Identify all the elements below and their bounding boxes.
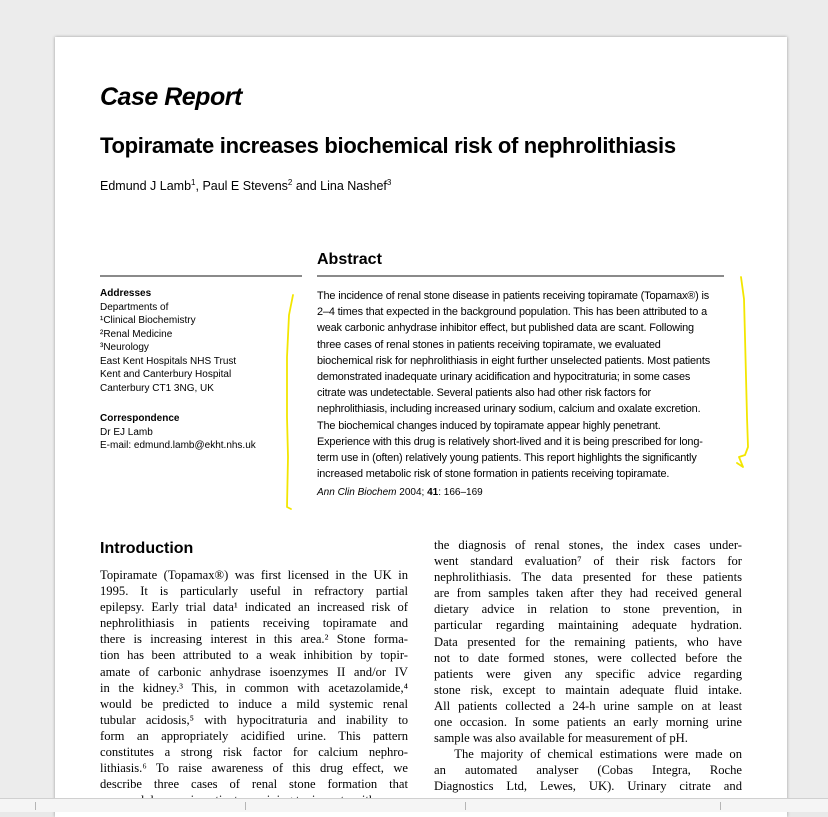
address-line: ³Neurology	[100, 342, 149, 353]
body-line: sample was also available for measurement of pH.	[434, 731, 688, 746]
abstract-line: 2–4 times that expected in the background population. This has been attributed to a	[317, 306, 707, 319]
body-line: the diagnosis of renal stones, the index cases under-	[434, 538, 742, 552]
body-line: tion has been attributed to a weak inhibition by topir-	[100, 648, 408, 663]
abstract-line: three cases of renal stones in patients receiving topiramate, we evaluated	[317, 338, 661, 351]
body-line: are from samples taken after they had received general	[434, 586, 742, 601]
body-line: nephrolithiasis in patients receiving topiramate and	[100, 616, 408, 631]
correspondence-name: Dr EJ Lamb	[100, 426, 153, 438]
bracket-left	[287, 295, 293, 509]
correspondence-heading: Correspondence	[100, 413, 180, 424]
divider	[720, 802, 721, 810]
highlight-annotation[interactable]	[55, 37, 787, 817]
address-line: ¹Clinical Biochemistry	[100, 315, 196, 326]
author-affiliation: 2	[287, 178, 293, 187]
body-line: The majority of chemical estimations were made on	[434, 747, 742, 762]
body-line: form an appropriately acidified urine. This pattern	[100, 728, 408, 743]
body-line: patients were given any specific advice regarding	[434, 666, 742, 681]
body-line: describe three cases of renal stone formation that	[100, 777, 408, 792]
abstract-line: Experience with this drug is relatively short-lived and it is being prescribed for long-	[317, 435, 703, 448]
body-line: lithiasis.⁶ To raise awareness of this drug effect, we	[100, 761, 408, 776]
bracket-right	[737, 277, 748, 467]
address-line: Kent and Canterbury Hospital	[100, 369, 232, 380]
body-line: amate of carbonic anhydrase isoenzymes II and/or IV	[100, 664, 408, 679]
abstract-line: The incidence of renal stone disease in patients receiving topiramate (Topamax®) is	[317, 290, 710, 302]
status-bar	[0, 798, 828, 812]
body-line: in the kidney.³ This, in common with acetazolamide,⁴	[100, 680, 408, 695]
divider	[465, 802, 466, 810]
body-line: tubular acidosis,⁵ with hypocitraturia and inability to	[100, 712, 408, 727]
author-separator: ,	[195, 179, 203, 194]
author: Edmund J Lamb	[100, 179, 192, 194]
address-line: Canterbury CT1 3NG, UK	[100, 382, 214, 394]
body-line: dietary advice in relation to stone prevention, in	[434, 602, 742, 617]
body-line: Topiramate (Topamax®) was first licensed in the UK in	[100, 568, 408, 582]
body-line: Data presented for the remaining patients, who have	[434, 634, 742, 649]
body-line: All patients collected a 24-h urine sample on at least	[434, 698, 742, 713]
body-line: not to date formed stones, were collected before the	[434, 650, 742, 665]
divider	[245, 802, 246, 810]
author-affiliation: 1	[191, 178, 196, 187]
body-line: 1995. It is particularly useful in refractory partial	[100, 584, 408, 599]
body-line: an automated analyser (Cobas Integra, Roche	[434, 763, 742, 778]
address-line: ²Renal Medicine	[100, 328, 173, 340]
abstract-heading: Abstract	[317, 251, 382, 268]
divider	[35, 802, 36, 810]
body-line: nephrolithiasis. The data presented for these patients	[434, 570, 742, 585]
abstract-line: biochemical risk for nephrolithiasis in eight further unselected patients. Most patients	[317, 354, 710, 367]
author-affiliation: 3	[386, 178, 392, 187]
article-type: Case Report	[100, 83, 242, 111]
author: Lina Nashef	[320, 179, 387, 194]
abstract-line: term use in (often) relatively young patients. This report highlights the significantly	[317, 452, 697, 465]
author: Paul E Stevens	[202, 179, 288, 194]
correspondence-email[interactable]: E-mail: edmund.lamb@ekht.nhs.uk	[100, 440, 256, 451]
addresses-heading: Addresses	[100, 288, 152, 299]
citation-year: 2004;	[399, 487, 425, 498]
body-line: stone risk, except to maintain adequate fluid intake.	[434, 682, 742, 697]
address-line: East Kent Hospitals NHS Trust	[100, 355, 237, 367]
abstract-line: The biochemical changes induced by topiramate appear highly penetrant.	[317, 419, 661, 432]
body-line: particular regarding maintaining adequate hydration.	[434, 618, 742, 633]
paper-title: Topiramate increases biochemical risk of nephrolithiasis	[100, 133, 676, 158]
citation-journal: Ann Clin Biochem	[317, 487, 397, 498]
body-line: epilepsy. Early trial data¹ indicated an increased risk of	[100, 600, 408, 615]
abstract-line: increased metabolic risk of stone formation in patients receiving topiramate.	[317, 468, 670, 481]
abstract-line: citrate was undetectable. Several patients also had other risk factors for	[317, 387, 651, 400]
introduction-heading: Introduction	[100, 540, 194, 557]
body-line: Diagnostics Ltd, Lewes, UK). Urinary citrate and	[434, 779, 742, 794]
body-line: one occasion. In some patients an early morning urine	[434, 715, 742, 730]
body-line: went standard evaluation⁷ of their risk factors for	[434, 554, 742, 569]
pdf-page	[55, 37, 787, 817]
author-separator: and	[292, 179, 321, 194]
citation-volume: 41	[427, 487, 439, 498]
body-line: would be predicted to induce a mild systemic renal	[100, 696, 408, 711]
abstract-line: weak carbonic anhydrase inhibitor effect, but published data are scant. Following	[317, 322, 694, 335]
abstract-line: nephrolithiasis, including increased urinary sodium, calcium and oxalate excretion.	[317, 403, 701, 416]
citation-pages: : 166–169	[438, 487, 483, 498]
address-line: Departments of	[100, 301, 169, 313]
body-line: there is increasing interest in this area.² Stone forma-	[100, 632, 408, 647]
abstract-line: demonstrated inadequate urinary acidification and hypocitraturia; in some cases	[317, 371, 691, 384]
body-line: constitutes a strong risk factor for calcium nephro-	[100, 745, 408, 760]
